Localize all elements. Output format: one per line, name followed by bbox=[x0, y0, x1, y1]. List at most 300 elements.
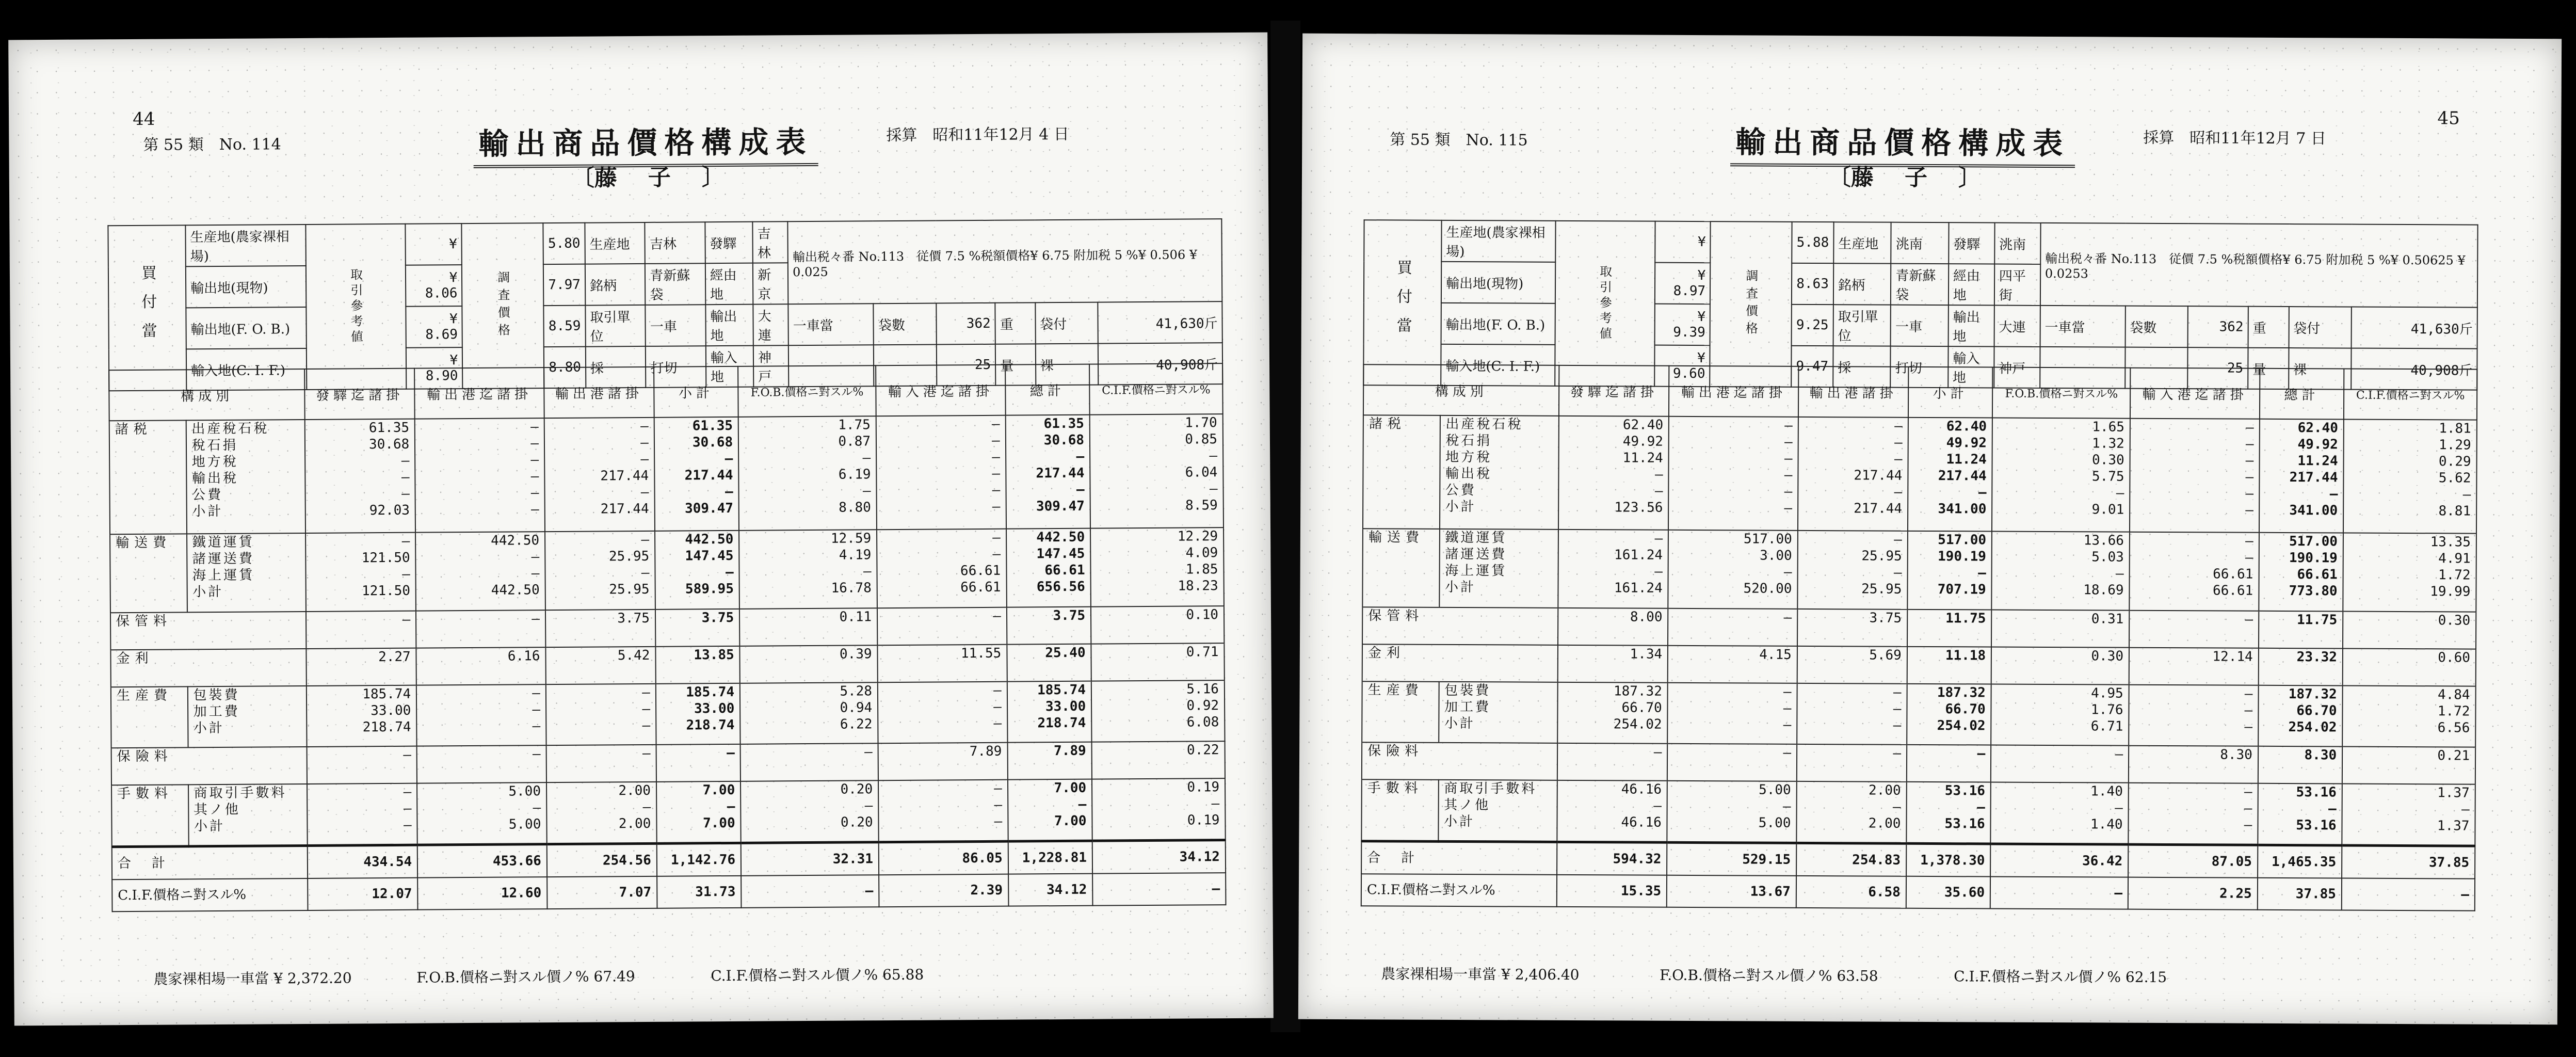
value-cell: 453.66 bbox=[417, 844, 547, 878]
column-header: 輸出港諸掛 bbox=[544, 367, 654, 418]
value-cell: 86.05 bbox=[879, 841, 1008, 875]
value-cell: 12.07 bbox=[308, 878, 417, 910]
header-cell: ¥ 9.60 bbox=[1654, 345, 1710, 387]
calc-date: 採算 昭和11年12月 7 日 bbox=[2143, 129, 2326, 148]
value-cell: — bbox=[1797, 744, 1907, 782]
value-cell: 5.16 0.92 6.08 bbox=[1091, 680, 1225, 742]
value-cell: 2.25 bbox=[2128, 877, 2258, 910]
value-cell: 1,228.81 bbox=[1008, 841, 1092, 874]
value-cell: 1.65 1.32 0.30 5.75 — 9.01 bbox=[1992, 418, 2130, 532]
value-cell: 8.00 bbox=[1558, 608, 1668, 646]
footer-farm-price: 農家裸相場一車當 ¥ 2,372.20 bbox=[153, 969, 352, 988]
value-cell: 1.70 0.85 — 6.04 — 8.59 bbox=[1090, 414, 1223, 528]
value-cell: 46.16 — 46.16 bbox=[1557, 780, 1667, 842]
value-cell: 1.37 — 1.37 bbox=[2342, 783, 2475, 846]
unit-cell: 一車當 bbox=[788, 303, 874, 345]
value-cell: 5.69 bbox=[1797, 646, 1907, 684]
value-cell: 1,142.76 bbox=[657, 843, 742, 876]
cif-percent-row bbox=[112, 873, 1226, 911]
section-items: 包裝費 加工費 小計 bbox=[1439, 682, 1558, 743]
value-cell: 1.40 — 1.40 bbox=[1991, 782, 2129, 845]
value-cell: 0.22 bbox=[1092, 741, 1225, 779]
header-cell: 輸出地(現物) bbox=[1441, 262, 1555, 303]
column-header: 構成別 bbox=[1363, 364, 1559, 416]
value-cell: 0.20 — 0.20 bbox=[740, 780, 879, 843]
row-label: 合計 bbox=[1361, 841, 1557, 875]
header-row bbox=[108, 301, 1222, 349]
value-cell: — — 66.61 66.61 bbox=[2129, 532, 2259, 611]
unit-cell: 量 bbox=[2248, 348, 2289, 389]
header-cell: 發驛 bbox=[705, 222, 753, 264]
header-cell: 輸入地 bbox=[1948, 346, 1994, 388]
value-cell: 185.74 33.00 218.74 bbox=[656, 683, 740, 745]
column-header: 小計 bbox=[1908, 367, 1993, 418]
vertical-label: 取引參考値 bbox=[1555, 221, 1655, 387]
column-header: 小計 bbox=[654, 366, 738, 418]
section-items: 鐵道運賃 諸運送費 海上運賃 小計 bbox=[1439, 529, 1558, 608]
header-cell: 採 bbox=[1833, 346, 1891, 387]
header-cell: 經由地 bbox=[1949, 264, 1994, 305]
header-cell: 輸出地(現物) bbox=[186, 266, 306, 308]
unit-cell: 41,630斤 bbox=[1098, 301, 1222, 343]
value-cell: 0.71 bbox=[1091, 643, 1224, 681]
value-cell: 6.16 bbox=[416, 647, 546, 685]
value-cell: 87.05 bbox=[2128, 844, 2258, 878]
value-cell: 0.19 — 0.19 bbox=[1092, 778, 1226, 841]
header-cell: 銘柄 bbox=[585, 264, 646, 306]
header-cell: 一車 bbox=[1891, 305, 1949, 346]
cost-table bbox=[108, 363, 1226, 912]
value-cell: — — — — — — bbox=[1668, 417, 1798, 531]
value-cell: 5.00 — 5.00 bbox=[417, 782, 546, 845]
header-cell: ¥ 8.90 bbox=[406, 347, 462, 389]
section-label: 保險料 bbox=[1362, 742, 1558, 780]
header-cell: 洮南 bbox=[1994, 223, 2040, 264]
value-cell: 7.89 bbox=[1007, 742, 1092, 780]
header-cell: 取引單位 bbox=[585, 305, 646, 347]
header-cell: 生産地(農家裸相場) bbox=[1441, 220, 1555, 262]
value-cell: — — — bbox=[878, 780, 1008, 842]
section-row bbox=[1362, 742, 2475, 784]
value-cell: 32.31 bbox=[741, 842, 879, 876]
product-name: 〔 藤子 〕 bbox=[1828, 158, 1981, 192]
vertical-label: 取引參考値 bbox=[305, 224, 406, 390]
cif-percent-row bbox=[1361, 874, 2475, 910]
value-cell: 5.28 0.94 6.22 bbox=[740, 682, 878, 744]
value-cell: — bbox=[416, 610, 545, 648]
unit-cell: 量 bbox=[995, 344, 1036, 385]
header-row bbox=[108, 219, 1221, 267]
section-row bbox=[111, 741, 1225, 785]
header-cell: ¥ 8.06 bbox=[405, 265, 462, 307]
value-cell: — bbox=[306, 611, 416, 649]
header-cell: 輸出地(F. O. B.) bbox=[1441, 303, 1555, 345]
value-cell: — bbox=[877, 607, 1007, 646]
value-cell: 12.14 bbox=[2129, 648, 2259, 685]
unit-cell: 裸 bbox=[1035, 344, 1098, 386]
category-label: 第 55 類 No. 115 bbox=[1390, 131, 1528, 150]
section-row bbox=[1362, 681, 2475, 747]
value-cell: 13.85 bbox=[655, 646, 740, 684]
tariff-cell: 輸出税々番 No.113 従價 7.5 %税額價格¥ 6.75 附加税 5 %¥ 0.506 ¥ 0.025 bbox=[788, 219, 1222, 304]
header-cell: 5.80 bbox=[543, 223, 585, 264]
value-cell: 62.40 49.92 11.24 217.44 — 341.00 bbox=[1908, 418, 1992, 532]
tariff-cell: 輸出税々番 No.113 従價 7.5 %税額價格¥ 6.75 附加税 5 %¥ 0.50625 ¥ 0.0253 bbox=[2040, 223, 2478, 308]
section-row bbox=[109, 414, 1223, 534]
value-cell: 61.35 30.68 — 217.44 — 309.47 bbox=[654, 417, 739, 531]
header-cell: 洮南 bbox=[1891, 222, 1949, 264]
header-cell: 輸入地 bbox=[706, 346, 754, 388]
value-cell: — bbox=[1667, 744, 1797, 781]
value-cell: 1,378.30 bbox=[1906, 843, 1991, 876]
value-cell: — bbox=[740, 743, 878, 781]
header-cell: ¥ bbox=[405, 223, 462, 265]
value-cell: 36.42 bbox=[1990, 844, 2128, 877]
value-cell: 12.60 bbox=[417, 877, 547, 910]
header-cell: 輸入地(C. I. F.) bbox=[186, 348, 307, 390]
unit-cell: 一車當 bbox=[2040, 306, 2125, 347]
section-label: 保險料 bbox=[111, 747, 308, 785]
value-cell: 5.00 — 5.00 bbox=[1667, 781, 1797, 843]
value-cell: — 161.24 — 161.24 bbox=[1558, 530, 1669, 608]
header-cell: 生産地(農家裸相場) bbox=[185, 225, 305, 266]
header-cell: 打切 bbox=[646, 346, 706, 388]
value-cell: 35.60 bbox=[1906, 876, 1991, 909]
value-cell: — — — bbox=[1667, 683, 1797, 744]
value-cell: 442.50 — — 442.50 bbox=[415, 532, 545, 611]
unit-cell: 362 bbox=[2188, 306, 2248, 348]
section-row bbox=[110, 606, 1224, 650]
value-cell: 61.35 30.68 — — — 92.03 bbox=[305, 419, 415, 533]
value-cell: — bbox=[656, 744, 740, 782]
value-cell: 5.42 bbox=[545, 647, 655, 684]
value-cell: 187.32 66.70 254.02 bbox=[1907, 684, 1991, 745]
value-cell: 0.21 bbox=[2342, 746, 2475, 784]
value-cell: 11.75 bbox=[1907, 610, 1992, 647]
value-cell: 0.39 bbox=[740, 645, 878, 683]
section-items: 商取引手數料 其ノ他 小計 bbox=[188, 784, 308, 846]
value-cell: 34.12 bbox=[1008, 874, 1093, 906]
value-cell: 61.35 30.68 — 217.44 — 309.47 bbox=[1005, 415, 1090, 529]
value-cell: — — — bbox=[2129, 685, 2258, 746]
left-page bbox=[8, 33, 1274, 1026]
value-cell: 7.00 — 7.00 bbox=[656, 781, 741, 843]
header-cell: 吉林 bbox=[645, 222, 705, 264]
value-cell: 37.85 bbox=[2342, 845, 2475, 879]
footer-cif-pct: C.I.F.價格ニ對スル價ノ% 65.88 bbox=[711, 966, 924, 985]
value-cell: 8.30 bbox=[2258, 746, 2343, 784]
value-cell: 517.00 3.00 — 520.00 bbox=[1668, 530, 1798, 609]
header-cell: 銘柄 bbox=[1833, 263, 1891, 305]
value-cell: 11.75 bbox=[2259, 611, 2343, 649]
product-name: 〔 藤子 〕 bbox=[572, 158, 725, 193]
value-cell: 594.32 bbox=[1557, 842, 1667, 875]
section-label: 輸送費 bbox=[1362, 528, 1439, 607]
header-cell: 青新蘇袋 bbox=[1891, 264, 1949, 305]
column-header-row bbox=[1363, 364, 2477, 420]
value-cell: 0.10 bbox=[1091, 606, 1224, 644]
page-title: 輸出商品價格構成表 bbox=[473, 118, 818, 168]
section-row bbox=[110, 643, 1224, 687]
footer-cif-pct: C.I.F.價格ニ對スル價ノ% 62.15 bbox=[1954, 968, 2167, 986]
value-cell: — — — bbox=[1797, 683, 1907, 745]
column-header: 總計 bbox=[2260, 369, 2344, 420]
value-cell: 254.83 bbox=[1796, 843, 1906, 876]
value-cell: — — — bbox=[878, 682, 1007, 744]
value-cell: — — — bbox=[416, 684, 546, 746]
value-cell: 3.75 bbox=[1007, 607, 1091, 645]
total-row bbox=[1361, 841, 2475, 879]
header-cell: 大連 bbox=[753, 304, 788, 345]
section-label: 金利 bbox=[1362, 644, 1558, 682]
column-header: 輸出港迄諸掛 bbox=[1669, 366, 1798, 417]
value-cell: — bbox=[1907, 745, 1991, 782]
header-cell: 輸出地 bbox=[705, 305, 753, 346]
section-items: 商取引手數料 其ノ他 小計 bbox=[1438, 780, 1557, 842]
section-label: 生産費 bbox=[111, 686, 188, 748]
book-gutter bbox=[1270, 21, 1300, 1032]
header-cell: 一車 bbox=[646, 305, 706, 346]
value-cell: 23.32 bbox=[2258, 648, 2343, 686]
vertical-label: 調査價格 bbox=[462, 223, 544, 389]
value-cell: 0.11 bbox=[739, 608, 877, 646]
row-label: 合計 bbox=[112, 845, 308, 879]
unit-cell: 40,908斤 bbox=[2352, 348, 2477, 390]
value-cell: — bbox=[1092, 873, 1226, 906]
unit-cell: 362 bbox=[936, 303, 995, 345]
column-header: 構成別 bbox=[109, 369, 305, 421]
value-cell: 1.34 bbox=[1558, 645, 1668, 683]
cost-table bbox=[1361, 364, 2478, 911]
category-label: 第 55 類 No. 114 bbox=[143, 135, 281, 154]
column-header: 輸出港諸掛 bbox=[1798, 366, 1908, 418]
value-cell: 7.89 bbox=[878, 743, 1008, 781]
column-header: 發驛迄諸掛 bbox=[1559, 365, 1669, 417]
value-cell: 185.74 33.00 218.74 bbox=[1007, 681, 1092, 743]
header-cell: 吉林 bbox=[752, 221, 788, 263]
value-cell: 517.00 190.19 66.61 773.80 bbox=[2259, 533, 2343, 612]
value-cell: 62.40 49.92 11.24 — — 123.56 bbox=[1558, 416, 1669, 530]
section-label: 保管料 bbox=[110, 612, 307, 650]
section-label: 輸送費 bbox=[110, 534, 187, 613]
section-row bbox=[110, 527, 1224, 613]
value-cell: 2.39 bbox=[879, 874, 1008, 907]
section-row bbox=[1362, 528, 2476, 612]
header-cell: ¥ 8.97 bbox=[1654, 263, 1710, 304]
value-cell: 8.30 bbox=[2129, 746, 2258, 783]
value-cell: 7.00 — 7.00 bbox=[1008, 779, 1092, 841]
value-cell: 6.58 bbox=[1796, 876, 1906, 908]
value-cell: 187.32 66.70 254.02 bbox=[1557, 682, 1667, 744]
unit-cell: 25 bbox=[937, 344, 996, 386]
value-cell: — — 66.61 66.61 bbox=[877, 529, 1007, 608]
value-cell: 2.27 bbox=[307, 648, 416, 686]
header-cell: 打切 bbox=[1891, 346, 1949, 388]
value-cell: — bbox=[2342, 878, 2475, 910]
unit-cell: 重 bbox=[2248, 307, 2289, 348]
value-cell: 0.30 bbox=[1991, 647, 2129, 685]
unit-cell: 25 bbox=[2188, 347, 2248, 389]
value-cell: 2.00 — 2.00 bbox=[1796, 781, 1906, 843]
value-cell: 0.60 bbox=[2343, 648, 2476, 686]
section-row bbox=[111, 778, 1226, 847]
header-cell: 8.63 bbox=[1792, 263, 1833, 305]
section-label: 手數料 bbox=[1361, 779, 1438, 841]
value-cell: 15.35 bbox=[1557, 875, 1667, 907]
header-row bbox=[1364, 302, 2477, 348]
column-header: 輸出港迄諸掛 bbox=[414, 367, 544, 419]
header-cell: 8.59 bbox=[544, 306, 586, 347]
value-cell: 185.74 33.00 218.74 bbox=[307, 685, 417, 747]
value-cell: — — — — — — bbox=[415, 418, 545, 533]
value-cell: 11.55 bbox=[877, 645, 1007, 683]
value-cell: — bbox=[1991, 745, 2129, 783]
value-cell: — bbox=[2129, 611, 2259, 648]
unit-cell: 40,908斤 bbox=[1098, 343, 1223, 385]
header-cell: 9.25 bbox=[1792, 305, 1833, 346]
value-cell: 254.56 bbox=[547, 843, 657, 877]
value-cell: — 25.95 — 25.95 bbox=[1797, 531, 1908, 610]
value-cell: 187.32 66.70 254.02 bbox=[2258, 685, 2343, 747]
header-cell: ¥ bbox=[1655, 221, 1711, 263]
section-label: 保管料 bbox=[1362, 607, 1558, 645]
value-cell: 12.59 4.19 — 16.78 bbox=[739, 530, 877, 609]
value-cell: 34.12 bbox=[1092, 840, 1226, 874]
column-header: 發驛迄諸掛 bbox=[304, 369, 415, 420]
unit-cell: 袋數 bbox=[874, 303, 937, 345]
vertical-label: 買付當 bbox=[1363, 220, 1441, 386]
header-cell: 生産地 bbox=[1833, 222, 1891, 263]
section-row bbox=[1361, 779, 2475, 846]
value-cell: 53.16 — 53.16 bbox=[1906, 782, 1991, 844]
column-header: 輸入港迄諸掛 bbox=[2130, 368, 2260, 419]
value-cell: 4.15 bbox=[1668, 646, 1797, 683]
value-cell: — bbox=[1557, 743, 1667, 781]
unit-cell: 41,630斤 bbox=[2352, 307, 2477, 349]
value-cell: 2.00 — 2.00 bbox=[546, 782, 657, 844]
value-cell: 1,465.35 bbox=[2258, 845, 2342, 878]
right-page bbox=[1298, 34, 2562, 1025]
column-header: C.I.F.價格ニ對スル% bbox=[1089, 363, 1223, 415]
header-row bbox=[1364, 220, 2477, 266]
value-cell: — — — bbox=[307, 783, 417, 846]
header-cell: 5.88 bbox=[1792, 222, 1833, 263]
value-cell: — 25.95 — 25.95 bbox=[545, 531, 655, 610]
header-cell: 輸入地(C. I. F.) bbox=[1441, 344, 1555, 386]
section-label: 金利 bbox=[110, 649, 307, 687]
value-cell: 4.95 1.76 6.71 bbox=[1991, 684, 2129, 746]
value-cell: 4.84 1.72 6.56 bbox=[2342, 685, 2475, 747]
value-cell: — — — bbox=[546, 684, 656, 745]
header-cell: 經由地 bbox=[705, 263, 753, 305]
header-cell: 四平街 bbox=[1994, 264, 2040, 306]
value-cell: 25.40 bbox=[1007, 644, 1091, 682]
vertical-label: 調査價格 bbox=[1710, 221, 1792, 387]
value-cell: 3.75 bbox=[655, 609, 740, 647]
value-cell: 517.00 190.19 — 707.19 bbox=[1907, 531, 1992, 610]
column-header: C.I.F.價格ニ對スル% bbox=[2344, 369, 2477, 420]
header-cell: 輸出地 bbox=[1948, 305, 1994, 346]
footer-farm-price: 農家裸相場一車當 ¥ 2,406.40 bbox=[1381, 965, 1580, 984]
value-cell: 31.73 bbox=[657, 876, 742, 908]
value-cell: 442.50 147.45 66.61 656.56 bbox=[1006, 528, 1091, 607]
header-cell: 取引單位 bbox=[1833, 305, 1891, 346]
unit-cell: 裸 bbox=[2289, 348, 2352, 390]
value-cell: 3.75 bbox=[545, 610, 655, 647]
value-cell: 13.67 bbox=[1667, 875, 1796, 908]
value-cell: 37.85 bbox=[2258, 878, 2342, 910]
section-items: 出産稅石稅 稅石捐 地方稅 輸出稅 公費 小計 bbox=[186, 420, 305, 534]
vertical-label: 買付當 bbox=[108, 225, 186, 391]
column-header-row bbox=[109, 363, 1223, 421]
value-cell: — bbox=[307, 746, 417, 784]
value-cell: — — — 217.44 — 217.44 bbox=[1798, 417, 1908, 531]
value-cell: — 121.50 — 121.50 bbox=[305, 533, 416, 612]
row-label: C.I.F.價格ニ對スル% bbox=[112, 878, 308, 911]
header-cell: 青新蘇袋 bbox=[645, 263, 705, 305]
header-cell: 大連 bbox=[1994, 306, 2040, 347]
header-cell: 新京 bbox=[753, 263, 788, 304]
column-header: 輸入港迄諸掛 bbox=[876, 365, 1005, 417]
header-cell: 發驛 bbox=[1949, 222, 1994, 264]
unit-cell: 重 bbox=[995, 302, 1035, 344]
section-items: 包裝費 加工費 小計 bbox=[187, 686, 307, 747]
section-label: 手數料 bbox=[111, 784, 188, 846]
header-cell: 8.80 bbox=[544, 347, 586, 388]
value-cell: — bbox=[1668, 608, 1797, 646]
header-cell: 生産地 bbox=[585, 222, 645, 264]
column-header: F.O.B.價格ニ對スル% bbox=[1992, 367, 2130, 419]
value-cell: 434.54 bbox=[308, 845, 417, 878]
header-cell: ¥ 9.39 bbox=[1654, 304, 1710, 345]
value-cell: 7.07 bbox=[547, 876, 657, 909]
section-label: 諸税 bbox=[109, 420, 187, 534]
value-cell: — — — bbox=[2128, 783, 2258, 845]
header-cell: ¥ 8.69 bbox=[406, 306, 462, 348]
value-cell: 13.66 5.03 — 18.69 bbox=[1992, 532, 2130, 611]
footer-fob-pct: F.O.B.價格ニ對スル價ノ% 67.49 bbox=[416, 968, 635, 986]
value-cell: 1.75 0.87 — 6.19 — 8.80 bbox=[738, 416, 877, 531]
section-row bbox=[1362, 644, 2476, 686]
header-cell: 輸出地(F. O. B.) bbox=[186, 307, 306, 349]
column-header: F.O.B.價格ニ對スル% bbox=[738, 365, 876, 417]
page-title: 輸出商品價格構成表 bbox=[1730, 118, 2075, 168]
row-label: C.I.F.價格ニ對スル% bbox=[1361, 874, 1557, 907]
unit-cell: 袋數 bbox=[2125, 306, 2188, 348]
value-cell: — bbox=[417, 745, 546, 783]
section-label: 諸税 bbox=[1363, 415, 1440, 529]
section-items: 鐵道運賃 諸運送費 海上運賃 小計 bbox=[187, 533, 307, 612]
value-cell: — — — 217.44 — 217.44 bbox=[544, 418, 655, 532]
column-header: 總計 bbox=[1005, 364, 1090, 415]
section-items: 出産稅石稅 稅石捐 地方稅 輸出稅 公費 小計 bbox=[1440, 415, 1559, 530]
value-cell: 442.50 147.45 — 589.95 bbox=[655, 531, 739, 610]
section-row bbox=[1362, 607, 2476, 649]
page-number: 45 bbox=[2437, 108, 2460, 129]
value-cell: 62.40 49.92 11.24 217.44 — 341.00 bbox=[2259, 419, 2344, 533]
value-cell: 11.18 bbox=[1907, 647, 1992, 684]
section-row bbox=[1363, 415, 2477, 533]
value-cell: 529.15 bbox=[1667, 842, 1796, 876]
header-cell: 7.97 bbox=[543, 264, 585, 306]
value-cell: 1.81 1.29 0.29 5.62 — 8.81 bbox=[2343, 419, 2477, 533]
value-cell: — bbox=[1990, 877, 2128, 909]
value-cell: 13.35 4.91 1.72 19.99 bbox=[2343, 533, 2476, 612]
section-row bbox=[111, 680, 1225, 748]
value-cell: — bbox=[741, 875, 879, 908]
header-cell: 神戸 bbox=[1994, 347, 2040, 388]
calc-date: 採算 昭和11年12月 4 日 bbox=[886, 125, 1069, 145]
